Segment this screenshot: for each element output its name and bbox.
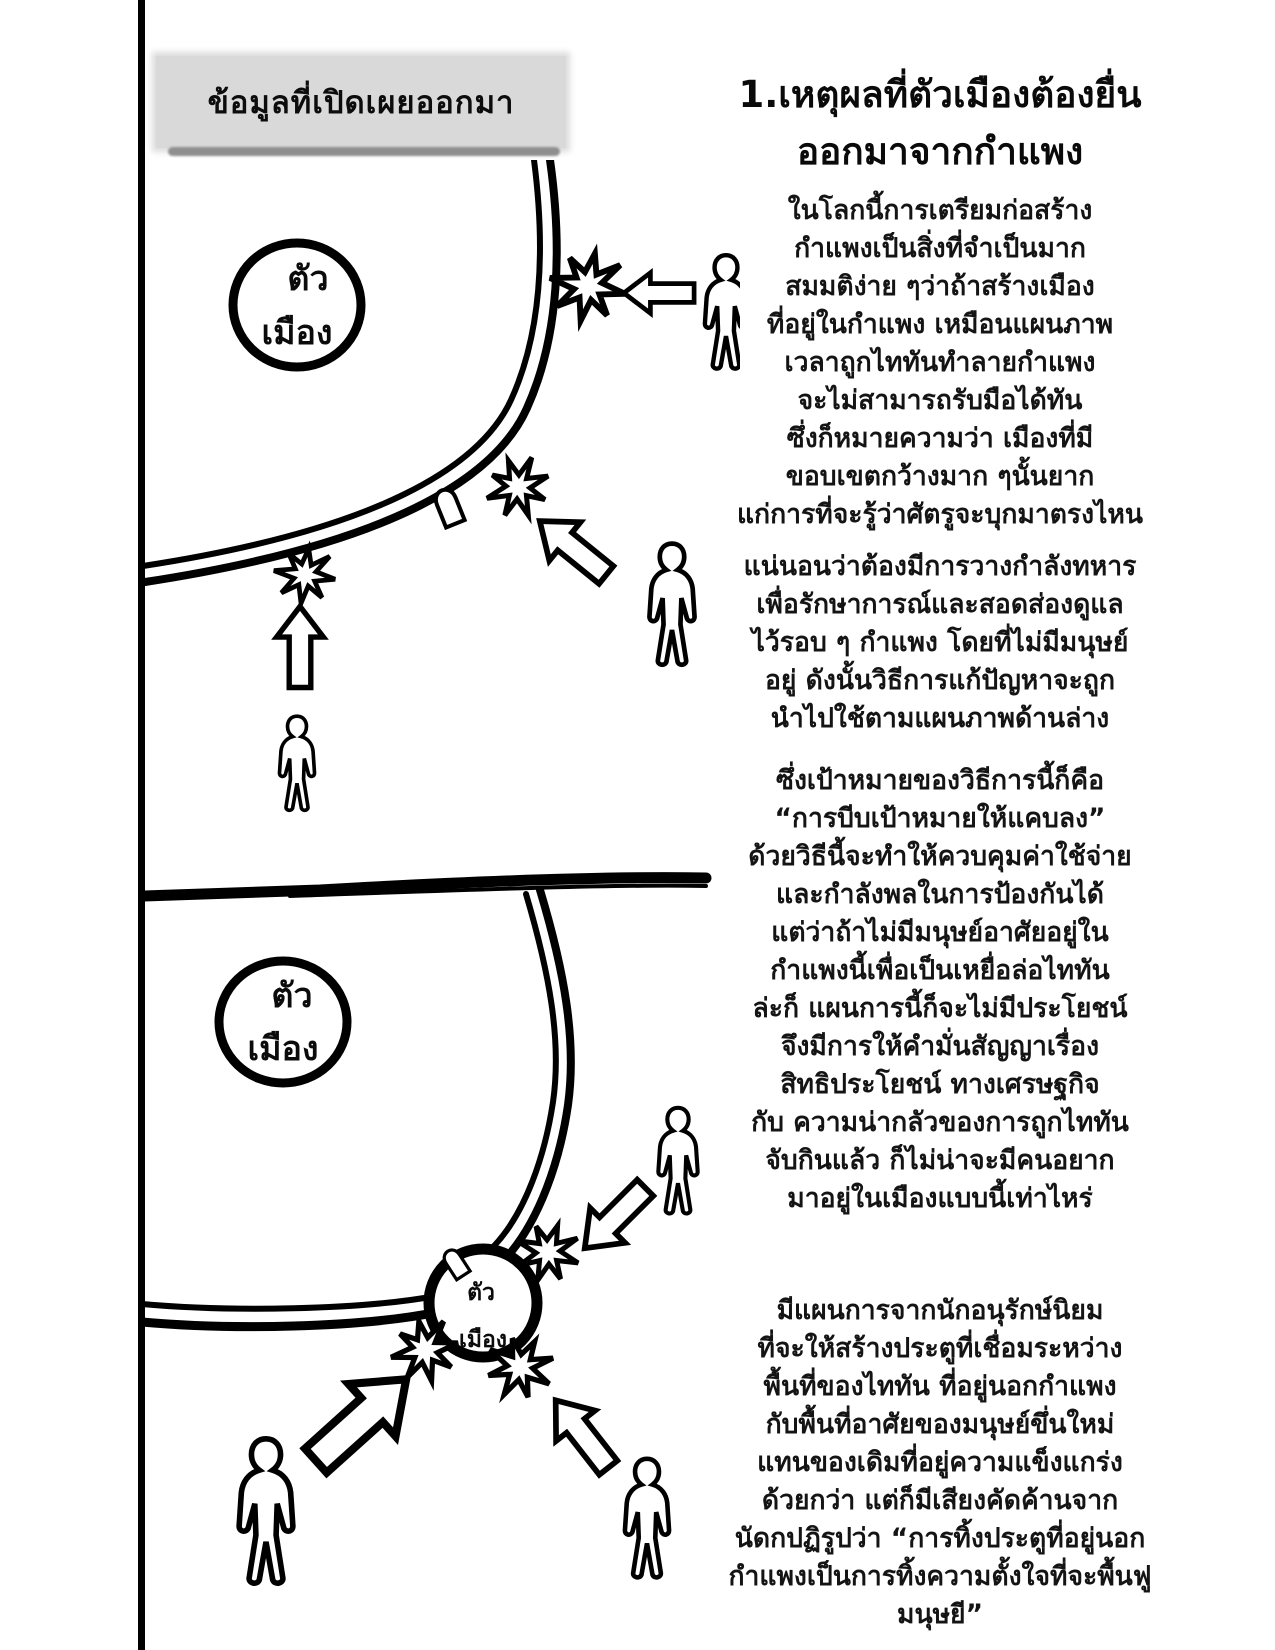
paragraph-line: มีแผนการจากนักอนุรักษ์นิยม [776,1295,1104,1326]
header-box [156,56,566,148]
section-title-line: ออกมาจากกำแพง [796,130,1084,173]
header-box-label: ข้อมูลที่เปิดเผยออกมา [207,85,515,121]
paragraph-2 [645,548,1235,738]
paragraph-3 [645,762,1235,1218]
paragraph-line: กำแพงเป็นสิ่งที่จำเป็นมาก [794,233,1086,264]
paragraph-line: แต่ว่าถ้าไม่มีมนุษย์อาศัยอยู่ใน [771,917,1109,948]
paragraph-line: อยู่ ดังนั้นวิธีการแก้ปัญหาจะถูก [765,665,1115,696]
paragraph-line: แน่นอนว่าต้องมีการวางกำลังทหาร [743,551,1137,582]
paragraph-line: กำแพงนี้เพื่อเป็นเหยื่อล่อไททัน [770,955,1110,986]
paragraph-line: กับพื้นที่อาศัยของมนุษย์ขึ่นใหม่ [765,1409,1115,1440]
paragraph-line: “การบีบเป้าหมายให้แคบลง” [774,803,1106,834]
article-column [645,0,1235,1650]
paragraph-1 [645,192,1235,534]
city-label: เมือง [247,1029,319,1069]
titan-figure-icon [279,716,314,810]
paragraph-line: ขอบเขตกว้างมาก ๆนั้นยาก [785,461,1095,492]
paragraph-line: ที่จะให้สร้างประตูที่เชื่อมระหว่าง [757,1333,1123,1364]
paragraph-line: ล่ะก็ แผนการนี้ก็จะไม่มีประโยชน์ [752,993,1128,1024]
attack-arrow-icon [536,1385,628,1483]
city-label: เมือง [261,313,333,353]
paragraph-line: ในโลกนี้การเตรียมก่อสร้าง [787,195,1093,226]
paragraph-line: ซึ่งก็หมายความว่า เมืองที่มี [786,423,1094,454]
paragraph-line: และกำลังพลในการป้องกันได้ [776,879,1104,910]
paragraph-line: ด้วยกว่า แต่ก็มีเสียงคัดค้านจาก [761,1485,1119,1516]
section-title-line: 1.เหตุผลที่ตัวเมืองต้องยื่น [738,73,1142,116]
paragraph-line: จะไม่สามารถรับมือได้ทัน [797,385,1083,416]
paragraph-line: มนุษยี” [897,1599,983,1630]
paragraph-line: ด้วยวิธีนี้จะทำให้ควบคุมค่าใช้จ่าย [748,841,1132,872]
paragraph-line: กับ ความน่ากลัวของการถูกไททัน [751,1107,1129,1138]
paragraph-line: นัดกปฏิรูปว่า “การทิ้งประตูที่อยู่นอก [734,1523,1146,1554]
attack-arrow-icon [277,607,324,688]
city-label: ตัว [467,1280,495,1306]
paragraph-line: เวลาถูกไททันทำลายกำแพง [784,347,1096,378]
paragraph-line: แก่การที่จะรู้ว่าศัตรูจะบุกมาตรงไหน [736,499,1144,530]
titan-figure-icon [239,1439,293,1583]
city-label: ตัว [271,976,313,1016]
paragraph-4 [645,1292,1235,1634]
paragraph-line: นำไปใช้ตามแผนภาพด้านล่าง [770,703,1110,734]
paragraph-line: จับกินแล้ว ก็ไม่น่าจะมีคนอยาก [765,1145,1115,1176]
city-label: เมือง [458,1327,508,1353]
paragraph-line: จึงมีการให้คำมั่นสัญญาเรื่อง [780,1031,1100,1062]
paragraph-line: พื้นที่ของไททัน ที่อยู่นอกกำแพง [763,1371,1117,1402]
paragraph-line: กำแพงเป็นการทิ้งความตั้งใจที่จะพื้นฟู [728,1561,1152,1592]
paragraph-line: มาอยู่ในเมืองแบบนี้เท่าไหร่ [787,1183,1093,1214]
paragraph-line: แทนของเดิมที่อยู่ความแข็งแกร่ง [757,1447,1123,1478]
attack-arrow-icon [524,502,622,594]
paragraph-line: สมมติง่าย ๆว่าถ้าสร้างเมือง [785,271,1095,302]
wall-outline-inner [142,1296,436,1309]
wall-outline-inner [143,160,540,566]
paragraph-line: เพื่อรักษาการณ์และสอดส่องดูแล [756,589,1124,620]
header-box-underline [168,147,560,156]
section-title [645,66,1235,180]
paragraph-line: สิทธิประโยชน์ ทางเศรษฐกิจ [780,1069,1100,1100]
wall-outline-outer [142,1312,438,1327]
city-label: ตัว [287,259,329,299]
paragraph-line: ซึ่งเป้าหมายของวิธีการนี้ก็คือ [775,765,1104,796]
paragraph-line: ไว้รอบ ๆ กำแพง โดยที่ไม่มีมนุษย์ [751,627,1129,658]
paragraph-line: ที่อยู่ในกำแพง เหมือนแผนภาพ [766,309,1114,340]
wall-door-icon [433,487,465,528]
